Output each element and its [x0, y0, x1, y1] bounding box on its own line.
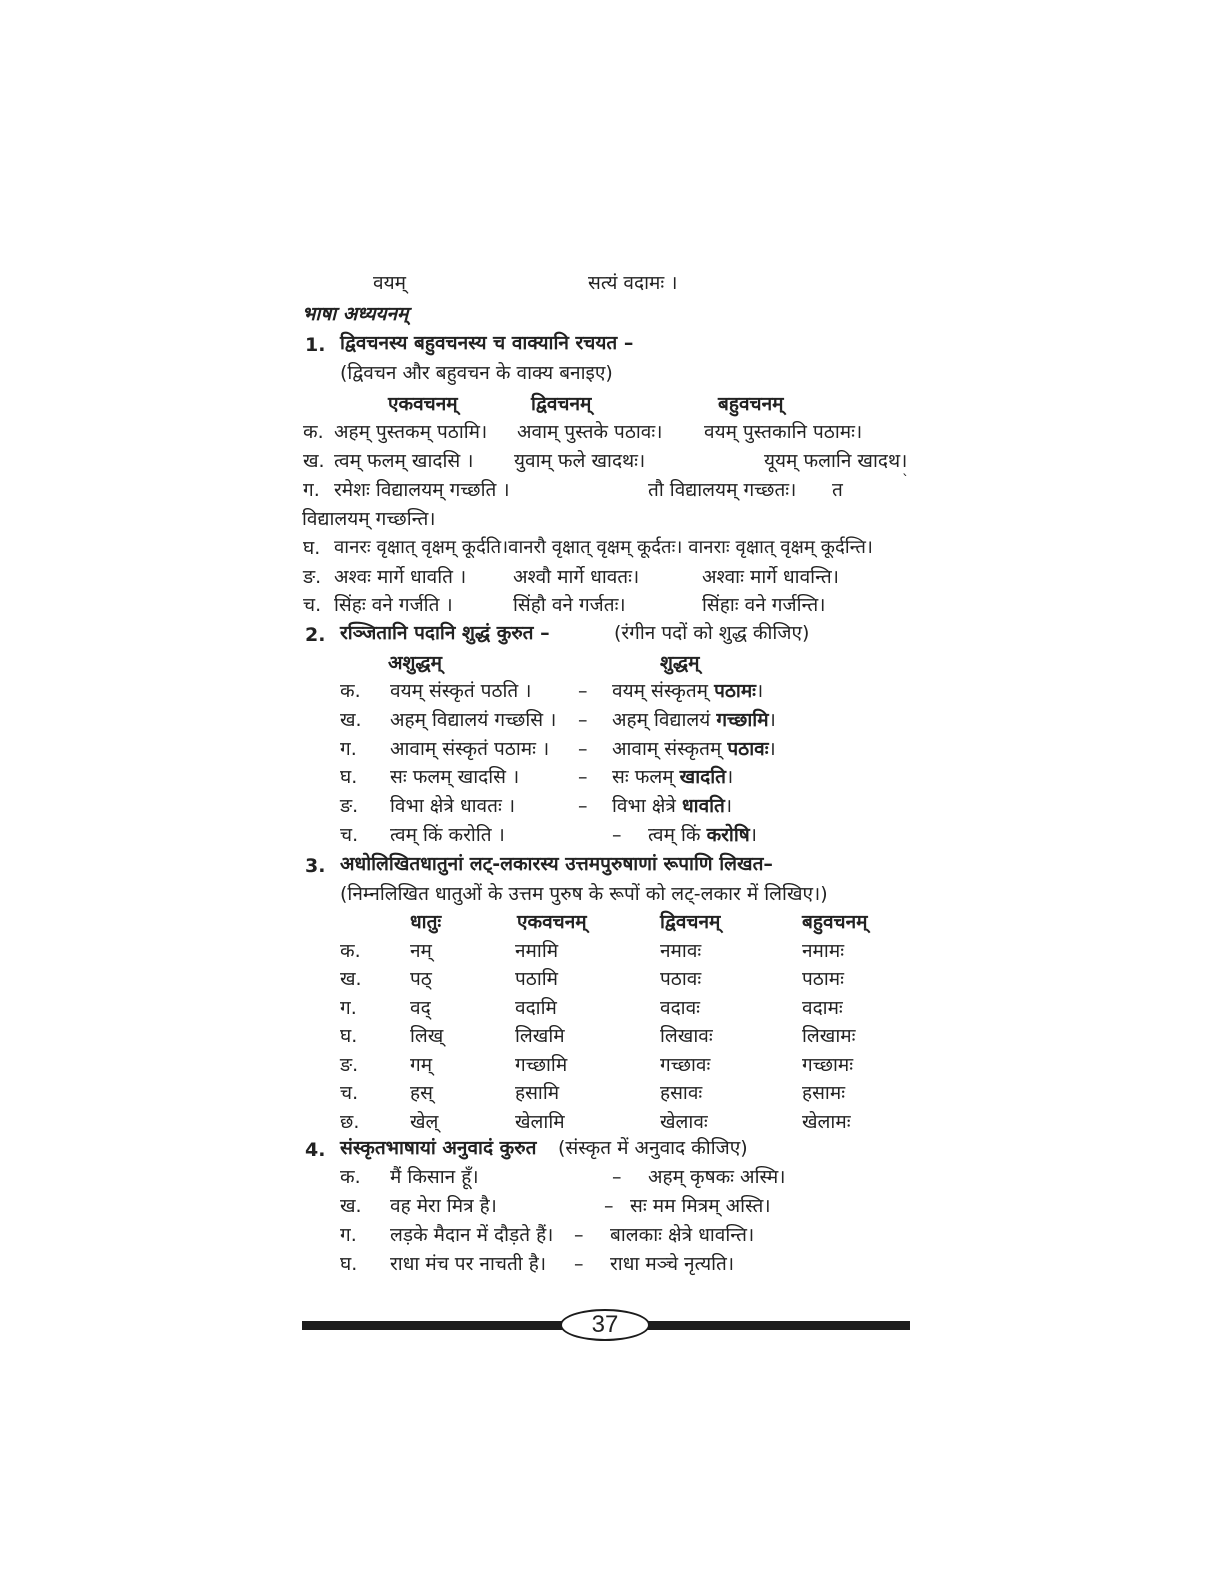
q4-row-label: क. — [340, 1166, 361, 1188]
q1-title: द्विवचनस्य बहुवचनस्य च वाक्यानि रचयत – — [340, 332, 634, 354]
top-line-right: सत्यं वदामः । — [588, 272, 678, 294]
q2-correct-bold: गच्छामि — [716, 709, 769, 731]
q2-correct-bold: धावति — [681, 795, 725, 817]
q3-row-dvivachan: गच्छावः — [660, 1054, 711, 1076]
q2-correct-post: । — [768, 709, 776, 731]
q1-subtitle: (द्विवचन और बहुवचन के वाक्य बनाइए) — [340, 362, 613, 384]
q3-row-label: ख. — [340, 968, 362, 990]
q1-row-dvivachan: अवाम् पुस्तके पठावः। — [517, 421, 663, 443]
q1-row-bahuvachan: वयम् पुस्तकानि पठामः। — [704, 421, 863, 443]
q4-row-hindi: राधा मंच पर नाचती है। — [390, 1253, 547, 1275]
q4-row-label: ख. — [340, 1195, 362, 1217]
q3-row-ekavachan: खेलामि — [515, 1111, 565, 1133]
q4-row-hindi: लड़के मैदान में दौड़ते हैं। — [390, 1224, 554, 1246]
q3-row-ekavachan: वदामि — [515, 997, 557, 1019]
q2-row-label: ग. — [340, 738, 357, 760]
q3-row-bahuvachan: गच्छामः — [802, 1054, 854, 1076]
q4-row-hindi: मैं किसान हूँ। — [390, 1166, 479, 1188]
q2-row-label: क. — [340, 680, 361, 702]
q3-row-dhatu: वद् — [410, 997, 431, 1019]
q1-header-dvivachan: द्विवचनम् — [531, 393, 592, 415]
q3-row-dhatu: पठ् — [410, 968, 432, 990]
q3-row-bahuvachan: खेलामः — [802, 1111, 851, 1133]
q2-row-correct — [612, 797, 732, 816]
q4-row-sanskrit: राधा मञ्चे नृत्यति। — [610, 1253, 735, 1275]
q2-row-correct — [612, 711, 776, 730]
q2-row-correct — [612, 740, 776, 759]
q2-correct-pre: त्वम् किं — [648, 824, 701, 846]
q1-row-label: क. — [303, 421, 324, 443]
q2-row-dash: – — [612, 824, 622, 846]
q2-correct-post: । — [749, 824, 757, 846]
q2-row-dash: – — [578, 795, 588, 817]
q1-row-label: ङ. — [303, 566, 322, 588]
q2-row-wrong: त्वम् किं करोति । — [390, 824, 505, 846]
q3-header-ekavachan: एकवचनम् — [517, 911, 587, 933]
q3-row-bahuvachan: हसामः — [802, 1082, 846, 1104]
q2-correct-post: । — [768, 738, 776, 760]
q2-row-wrong: वयम् संस्कृतं पठति । — [390, 680, 532, 702]
q2-correct-pre: आवाम् संस्कृतम् — [612, 738, 722, 760]
footer-rule-left — [302, 1321, 572, 1330]
q3-row-dhatu: गम् — [410, 1054, 433, 1076]
footer-rule-right — [640, 1321, 910, 1330]
q1-row-ekavachan: रमेशः विद्यालयम् गच्छति । — [334, 479, 510, 501]
q1-row-ekavachan: अहम् पुस्तकम् पठामि। — [334, 421, 488, 443]
q2-correct-bold: करोषि — [706, 824, 750, 846]
page-number: 37 — [591, 1311, 619, 1338]
q3-title: अधोलिखितधातुनां लट्-लकारस्य उत्तमपुरुषाणां रूपाणि लिखत– — [340, 853, 773, 875]
q4-number: 4. — [305, 1139, 326, 1161]
q1-row-wrap: विद्यालयम् गच्छन्ति। — [302, 508, 436, 530]
q1-header-ekavachan: एकवचनम् — [388, 393, 458, 415]
q1-row-dvivachan: युवाम् फले खादथः। — [514, 450, 646, 472]
q3-row-label: ङ. — [340, 1054, 359, 1076]
q3-subtitle: (निम्नलिखित धातुओं के उत्तम पुरुष के रूपों को लट्-लकार में लिखिए।) — [340, 883, 828, 905]
q1-number: 1. — [305, 334, 326, 356]
q3-number: 3. — [305, 855, 326, 877]
q3-row-label: ग. — [340, 997, 357, 1019]
q4-row-sanskrit: बालकाः क्षेत्रे धावन्ति। — [610, 1224, 755, 1246]
q4-title: संस्कृतभाषायां अनुवादं कुरुत — [340, 1137, 537, 1159]
q2-row-wrong: सः फलम् खादसि । — [390, 766, 520, 788]
q1-row-bahuvachan: सिंहाः वने गर्जन्ति। — [702, 594, 826, 616]
q1-row-label: च. — [303, 594, 322, 616]
q3-row-dhatu: हस् — [410, 1082, 433, 1104]
q2-correct-pre: वयम् संस्कृतम् — [612, 680, 709, 702]
q1-row-full: वानरः वृक्षात् वृक्षम् कूर्दति।वानरौ वृक्षात् वृक्षम् कूर्दतः। वानराः वृक्षात् वृक्षम् कूर्दन्ति। — [334, 537, 873, 558]
q1-row-ekavachan: त्वम् फलम् खादसि । — [334, 450, 474, 472]
q2-row-wrong: अहम् विद्यालयं गच्छसि । — [390, 709, 557, 731]
q3-row-bahuvachan: लिखामः — [802, 1025, 856, 1047]
q3-row-dvivachan: वदावः — [660, 997, 700, 1019]
q4-row-hindi: वह मेरा मित्र है। — [390, 1195, 497, 1217]
q3-row-bahuvachan: वदामः — [802, 997, 843, 1019]
q2-row-correct — [612, 768, 733, 787]
q3-row-dhatu: लिख् — [410, 1025, 444, 1047]
q4-subtitle: (संस्कृत में अनुवाद कीजिए) — [558, 1137, 748, 1159]
q2-correct-pre: अहम् विद्यालयं — [612, 709, 711, 731]
q1-row-label: ग. — [303, 479, 320, 501]
q3-row-ekavachan: गच्छामि — [515, 1054, 568, 1076]
q2-correct-bold: खादति — [679, 766, 726, 788]
q2-correct-bold: पठावः — [727, 738, 769, 760]
q3-header-dhatu: धातुः — [410, 911, 442, 933]
q2-number: 2. — [305, 624, 326, 646]
q2-row-label: घ. — [340, 766, 358, 788]
q3-row-ekavachan: लिखमि — [515, 1025, 565, 1047]
q2-header-wrong: अशुद्धम् — [388, 652, 442, 674]
q2-correct-bold: पठामः — [714, 680, 757, 702]
q3-row-ekavachan: नमामि — [515, 940, 559, 962]
q2-row-dash: – — [578, 709, 588, 731]
q2-row-dash: – — [578, 766, 588, 788]
q1-row-bahuvachan: त — [832, 479, 843, 501]
q3-row-label: छ. — [340, 1111, 360, 1133]
q1-row-bahuvachan: अश्वाः मार्गे धावन्ति। — [702, 566, 839, 588]
q1-row-label: ख. — [303, 450, 325, 472]
q4-row-dash: – — [612, 1166, 622, 1188]
q3-header-dvivachan: द्विवचनम् — [660, 911, 721, 933]
q2-row-wrong: विभा क्षेत्रे धावतः । — [390, 795, 516, 817]
q3-header-bahuvachan: बहुवचनम् — [802, 911, 868, 933]
section-title: भाषा अध्ययनम् — [302, 303, 409, 325]
q1-row-label: घ. — [303, 537, 321, 559]
q2-row-dash: – — [578, 680, 588, 702]
q3-row-dhatu: नम् — [410, 940, 432, 962]
q1-row-dvivachan: सिंहौ वने गर्जतः। — [513, 594, 626, 616]
q3-row-ekavachan: हसामि — [515, 1082, 560, 1104]
q2-correct-post: । — [724, 795, 733, 817]
q1-row-ekavachan: अश्वः मार्गे धावति । — [334, 566, 467, 588]
q4-row-sanskrit: सः मम मित्रम् अस्ति। — [630, 1195, 771, 1217]
q1-row-ekavachan: सिंहः वने गर्जति । — [334, 594, 453, 616]
q3-row-bahuvachan: पठामः — [802, 968, 844, 990]
q3-row-ekavachan: पठामि — [515, 968, 559, 990]
q3-row-bahuvachan: नमामः — [802, 940, 845, 962]
q2-row-correct — [648, 826, 757, 845]
q3-row-dhatu: खेल् — [410, 1111, 439, 1133]
q3-row-dvivachan: नमावः — [660, 940, 702, 962]
q2-correct-post: । — [725, 766, 734, 788]
q2-subtitle: (रंगीन पदों को शुद्ध कीजिए) — [614, 622, 810, 644]
q4-row-label: ग. — [340, 1224, 357, 1246]
q1-row-dvivachan: तौ विद्यालयम् गच्छतः। — [648, 479, 797, 501]
q2-row-wrong: आवाम् संस्कृतं पठामः । — [390, 738, 550, 760]
q2-row-label: ख. — [340, 709, 362, 731]
q3-row-dvivachan: लिखावः — [660, 1025, 713, 1047]
q1-row-dvivachan: अश्वौ मार्गे धावतः। — [513, 566, 640, 588]
q3-row-dvivachan: हसावः — [660, 1082, 703, 1104]
top-line-left: वयम् — [373, 272, 406, 294]
q1-row-bahuvachan: यूयम् फलानि खादथ। — [764, 450, 908, 472]
q2-row-dash: – — [578, 738, 588, 760]
q1-header-bahuvachan: बहुवचनम् — [718, 393, 784, 415]
q2-header-correct: शुद्धम् — [660, 652, 700, 674]
q3-row-dvivachan: पठावः — [660, 968, 702, 990]
q3-row-label: घ. — [340, 1025, 358, 1047]
q2-correct-pre: सः फलम् — [612, 766, 674, 788]
q4-row-dash: – — [574, 1224, 584, 1246]
q4-row-dash: – — [574, 1253, 584, 1275]
q4-row-dash: – — [604, 1195, 614, 1217]
q3-row-label: क. — [340, 940, 361, 962]
q4-row-label: घ. — [340, 1253, 358, 1275]
q2-correct-pre: विभा क्षेत्रे — [612, 795, 676, 817]
q3-row-dvivachan: खेलावः — [660, 1111, 708, 1133]
q4-row-sanskrit: अहम् कृषकः अस्मि। — [648, 1166, 786, 1188]
q2-title: रञ्जितानि पदानि शुद्धं कुरुत – — [340, 622, 550, 644]
q2-row-label: ङ. — [340, 795, 359, 817]
q1-row-tick: ` — [902, 473, 909, 489]
q2-row-label: च. — [340, 824, 359, 846]
q3-row-label: च. — [340, 1082, 359, 1104]
q2-correct-post: । — [756, 680, 764, 702]
q2-row-correct — [612, 682, 763, 701]
